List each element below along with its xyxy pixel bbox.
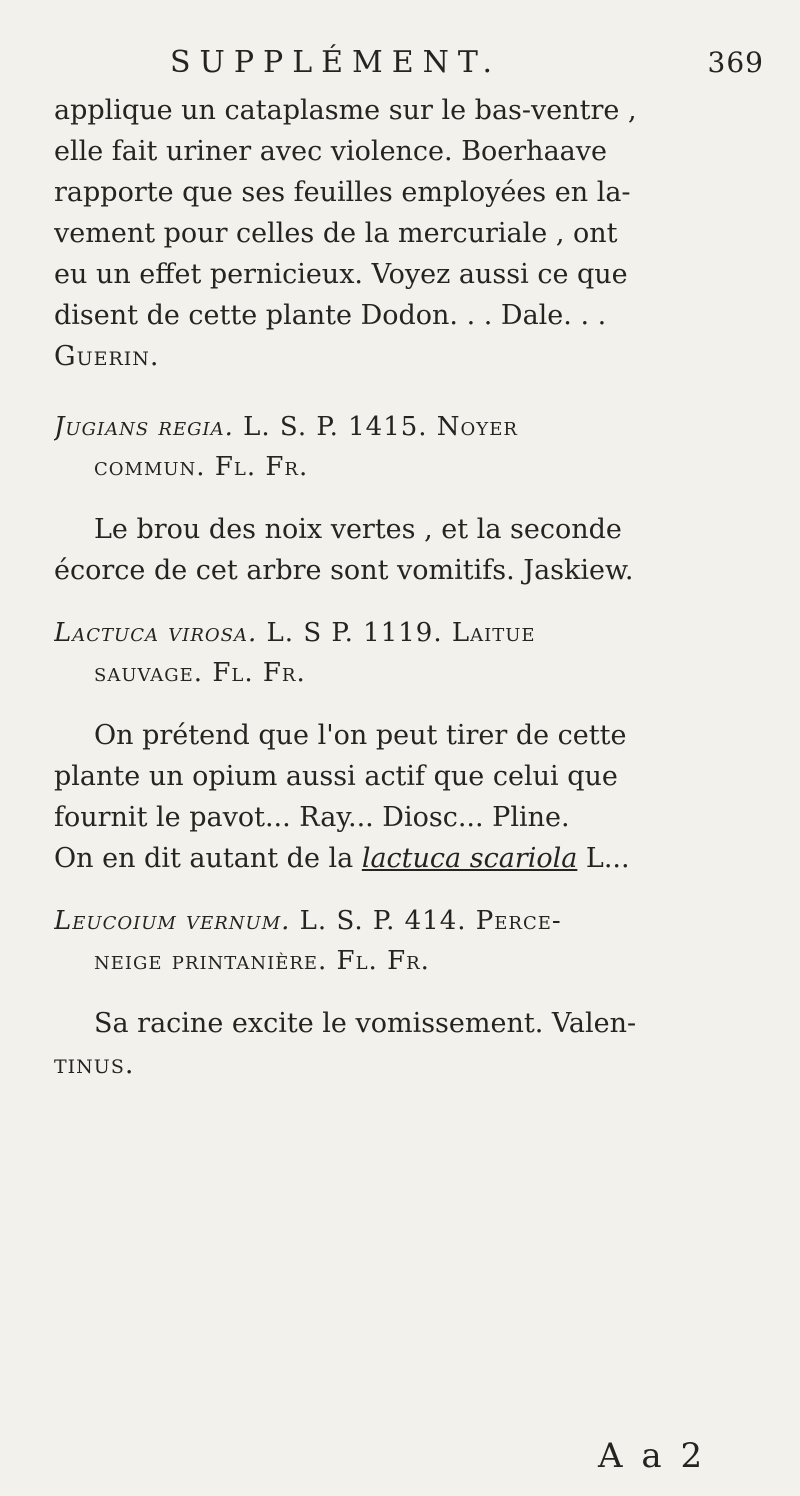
text-line: elle fait uriner avec violence. Boerhaave <box>54 136 607 167</box>
page <box>54 40 764 1085</box>
signature-mark: A a 2 <box>598 1436 707 1476</box>
text-line: applique un cataplasme sur le bas-ventre , <box>54 95 637 126</box>
entry-text <box>54 509 764 591</box>
text-line: On prétend que l'on peut tirer de cette <box>94 720 627 751</box>
text-line: vement pour celles de la mercuriale , ont <box>54 218 618 249</box>
text-line: tinus. <box>54 1049 135 1080</box>
entry-text <box>54 1003 764 1085</box>
entry-leucoium <box>54 901 764 981</box>
latin-name: Jugians regia. <box>54 412 234 442</box>
text-fragment: L... <box>577 843 630 874</box>
entry-lactuca <box>54 613 764 693</box>
entry-reference: L. S. P. 414. Perce- <box>290 906 562 936</box>
entry-juglans <box>54 407 764 487</box>
entry-heading-cont: sauvage. Fl. Fr. <box>94 658 306 688</box>
text-line: eu un effet pernicieux. Voyez aussi ce que <box>54 259 628 290</box>
entry-heading <box>54 613 764 653</box>
underlined-term: lactuca scariola <box>361 843 578 874</box>
text-line: fournit le pavot... Ray... Diosc... Pline. <box>54 802 570 833</box>
text-line: écorce de cet arbre sont vomitifs. Jaskiew. <box>54 555 634 586</box>
text-line: plante un opium aussi actif que celui que <box>54 761 618 792</box>
text-line: rapporte que ses feuilles employées en la- <box>54 177 631 208</box>
text-line: Guerin. <box>54 341 160 372</box>
text-fragment: On en dit autant de la <box>54 843 362 874</box>
entry-reference: L. S P. 1119. Laitue <box>257 618 536 648</box>
latin-name: Leucoium vernum. <box>54 906 291 936</box>
text-line: Le brou des noix vertes , et la seconde <box>94 514 622 545</box>
page-number: 369 <box>707 46 764 79</box>
intro-paragraph <box>54 90 764 377</box>
entry-heading-cont: neige printanière. Fl. Fr. <box>94 946 430 976</box>
latin-name: Lactuca virosa. <box>54 618 258 648</box>
running-title: SUPPLÉMENT. <box>170 45 502 80</box>
running-head <box>54 40 764 86</box>
text-line: Sa racine excite le vomissement. Valen- <box>94 1008 637 1039</box>
text-line: disent de cette plante Dodon. . . Dale. . . <box>54 300 607 331</box>
text-line <box>54 838 764 879</box>
entry-text <box>54 715 764 879</box>
entry-reference: L. S. P. 1415. Noyer <box>233 412 518 442</box>
entry-heading-cont: commun. Fl. Fr. <box>94 452 309 482</box>
entry-heading <box>54 901 764 941</box>
entry-heading <box>54 407 764 447</box>
